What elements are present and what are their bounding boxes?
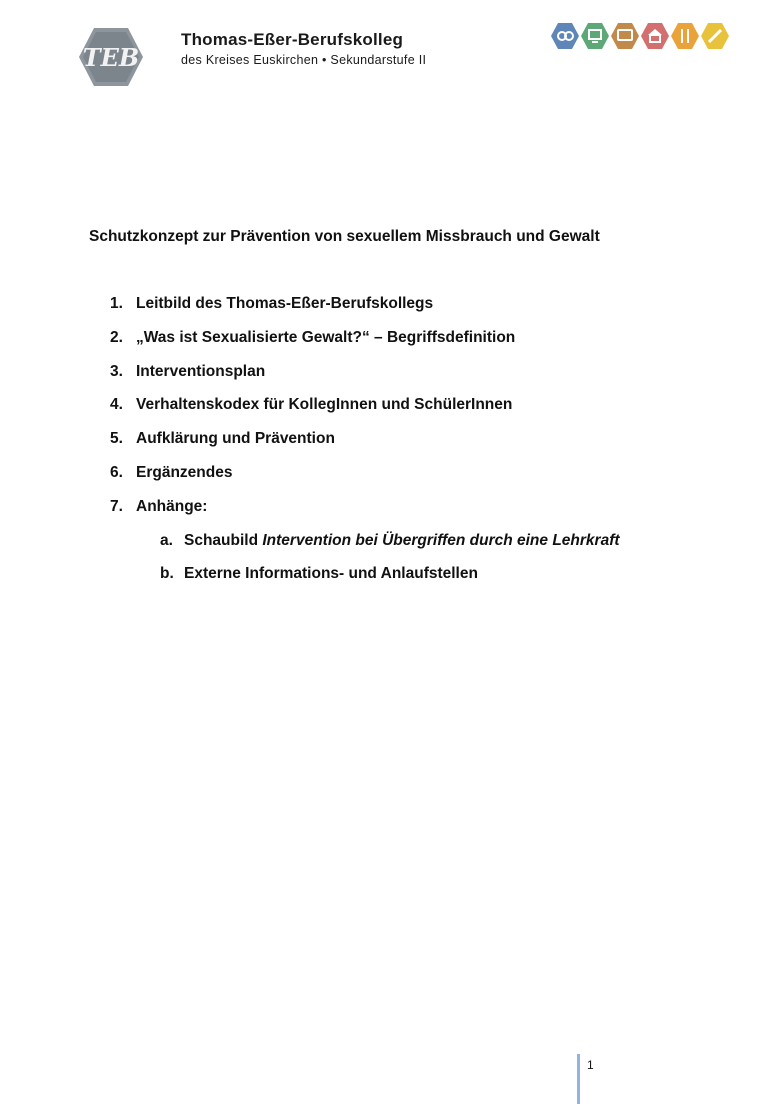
toc-number: 2.: [110, 328, 123, 346]
toc-number: 7.: [110, 497, 123, 515]
toc-label: Anhänge:: [136, 497, 208, 515]
toc-item-7: [110, 497, 620, 531]
school-subtitle: des Kreises Euskirchen • Sekundarstufe II: [181, 53, 427, 67]
toc-label: Verhaltenskodex für KollegInnen und SchülerInnen: [136, 396, 513, 414]
toc-item-2: [110, 328, 620, 362]
cutlery-icon: [671, 23, 699, 49]
gear-chain-icon: [551, 23, 579, 49]
toc-sub-letter: b.: [160, 565, 174, 583]
toc-subitem-b: [110, 564, 620, 598]
school-logo: [78, 26, 144, 88]
toc-subitem-a: [110, 531, 620, 565]
toc-sub-prefix: Externe Informations- und Anlaufstellen: [184, 565, 478, 583]
document-title: Schutzkonzept zur Prävention von sexuellem Missbrauch und Gewalt: [89, 228, 600, 245]
page-number-bar: [577, 1054, 580, 1104]
toc-label: „Was ist Sexualisierte Gewalt?“ – Begriffsdefinition: [136, 328, 516, 346]
toc-item-1: [110, 294, 620, 328]
toc-number: 4.: [110, 396, 123, 414]
toc-number: 3.: [110, 362, 123, 380]
toc-label: Leitbild des Thomas-Eßer-Berufskollegs: [136, 295, 434, 312]
toc-item-6: [110, 463, 620, 497]
pencil-icon: [701, 23, 729, 49]
toc-item-4: [110, 395, 620, 429]
house-icon: [641, 23, 669, 49]
school-name: Thomas-Eßer-Berufskolleg: [181, 30, 404, 49]
toc-item-3: [110, 362, 620, 396]
toc-sub-italic: Intervention bei Übergriffen durch eine Lehrkraft: [262, 531, 620, 549]
page-number: 1: [587, 1058, 594, 1072]
toc-number: 6.: [110, 463, 123, 481]
computer-icon: [581, 23, 609, 49]
toc-number: 1.: [110, 295, 123, 312]
monitor-icon: [611, 23, 639, 49]
toc-sub-letter: a.: [160, 531, 173, 549]
logo-text: TEB: [82, 43, 140, 72]
toc-sub-prefix: Schaubild: [184, 531, 263, 549]
toc-label: Ergänzendes: [136, 463, 233, 481]
toc-label: Interventionsplan: [136, 362, 266, 380]
toc-item-5: [110, 429, 620, 463]
toc-number: 5.: [110, 430, 123, 448]
toc-label: Aufklärung und Prävention: [136, 430, 335, 448]
table-of-contents: [110, 294, 620, 598]
department-icons: [551, 22, 729, 50]
